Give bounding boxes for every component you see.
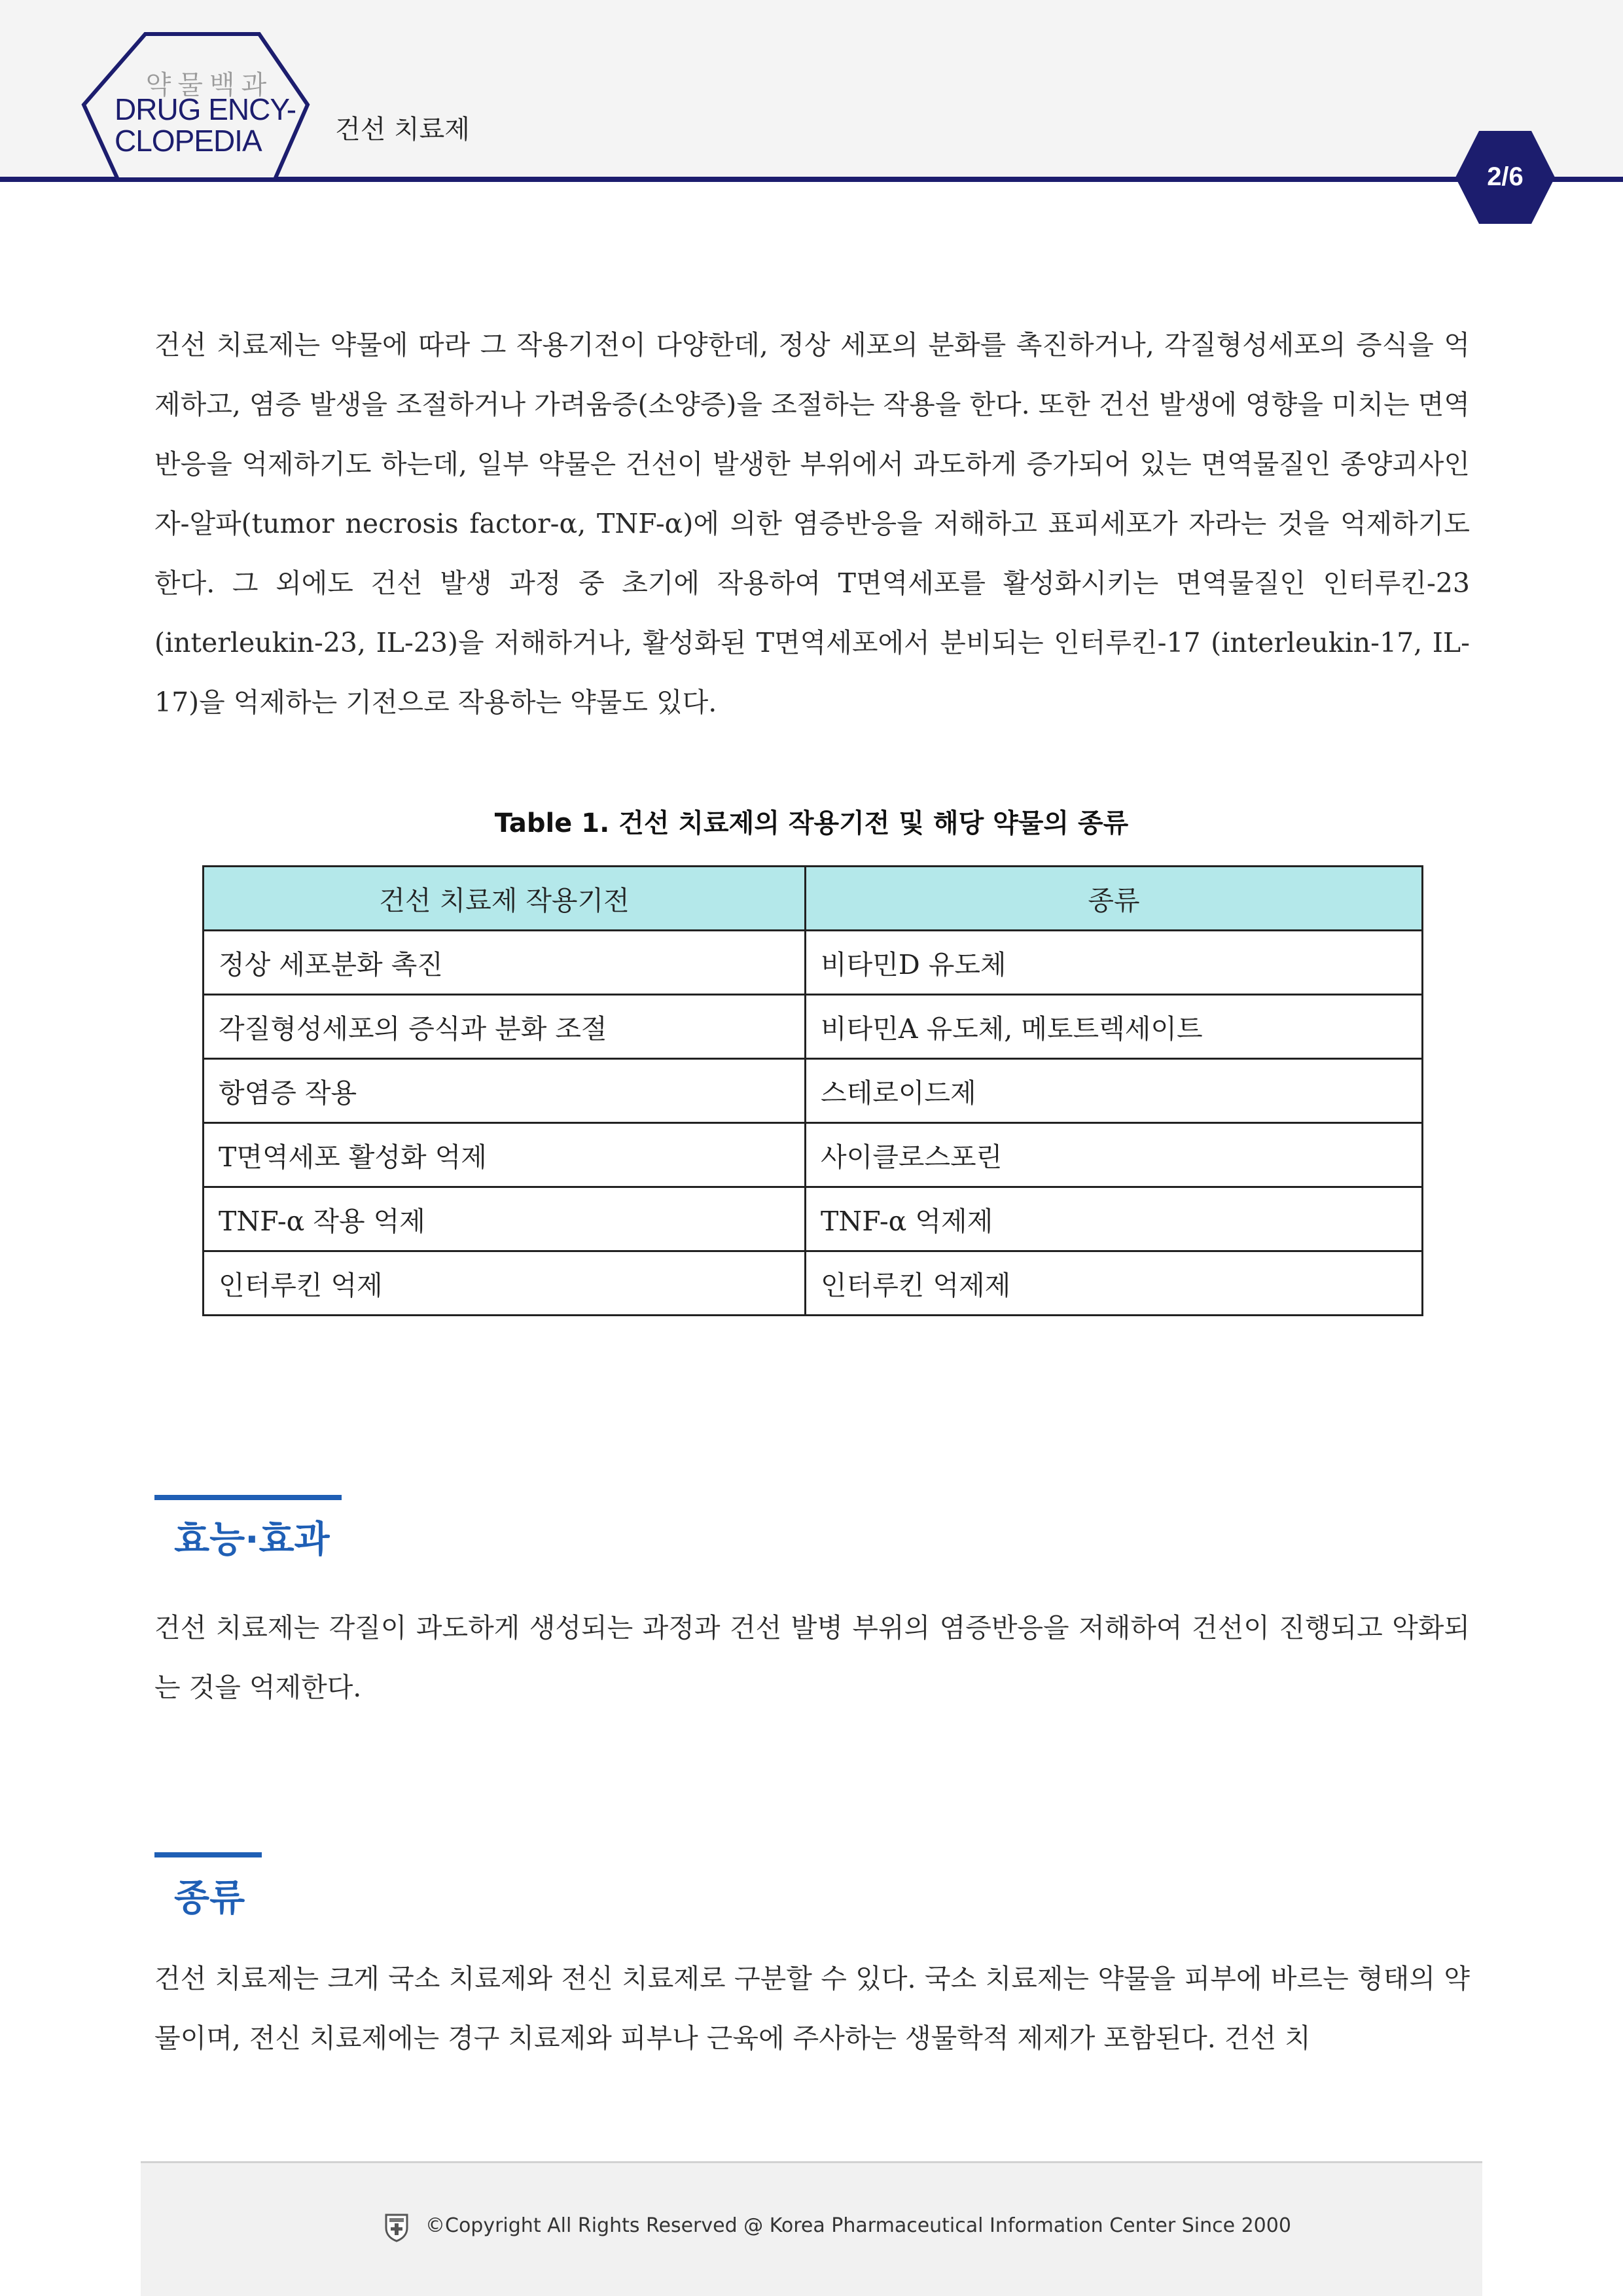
table-caption: Table 1. 건선 치료제의 작용기전 및 해당 약물의 종류	[494, 808, 1129, 838]
table-cell-mechanism: 정상 세포분화 촉진	[204, 931, 806, 995]
table-cell-type: 인터루킨 억제제	[806, 1251, 1423, 1316]
logo-text-line2: CLOPEDIA	[115, 124, 262, 158]
table-row	[204, 1187, 1423, 1251]
table-header-type: 종류	[806, 867, 1423, 931]
mechanism-table	[202, 865, 1423, 1316]
table-header-mechanism: 건선 치료제 작용기전	[204, 867, 806, 931]
table-cell-mechanism: 인터루킨 억제	[204, 1251, 806, 1316]
table-cell-type: 사이클로스포린	[806, 1123, 1423, 1187]
table-cell-mechanism: 항염증 작용	[204, 1059, 806, 1123]
logo-text-line1: DRUG ENCY-	[115, 92, 296, 126]
section-heading-efficacy: 효능·효과	[174, 1518, 330, 1561]
table-header-row	[204, 867, 1423, 931]
table-cell-mechanism: TNF-α 작용 억제	[204, 1187, 806, 1251]
page-number: 2/6	[1487, 162, 1524, 191]
table-row	[204, 1059, 1423, 1123]
table-row	[204, 1123, 1423, 1187]
section-body-types: 건선 치료제는 크게 국소 치료제와 전신 치료제로 구분할 수 있다. 국소 치료제는 약물을 피부에 바르는 형태의 약물이며, 전신 치료제에는 경구 치료제와 피부나 근육에 주사하는 생물학적 제제가 포함된다. 건선 치	[154, 1963, 1470, 2054]
document-title: 건선 치료제	[335, 115, 470, 145]
table-cell-mechanism: 각질형성세포의 증식과 분화 조절	[204, 995, 806, 1059]
section-accent-bar	[154, 1495, 342, 1500]
section-body-efficacy: 건선 치료제는 각질이 과도하게 생성되는 과정과 건선 발병 부위의 염증반응을 저해하여 건선이 진행되고 악화되는 것을 억제한다.	[154, 1612, 1470, 1703]
pharmacy-emblem-icon	[383, 2212, 410, 2242]
table-cell-type: 스테로이드제	[806, 1059, 1423, 1123]
section-accent-bar	[154, 1852, 262, 1857]
footer-copyright: ©Copyright All Rights Reserved @ Korea Pharmaceutical Information Center Since 2000	[425, 2214, 1291, 2237]
table-cell-type: 비타민A 유도체, 메토트렉세이트	[806, 995, 1423, 1059]
footer-divider	[141, 2161, 1482, 2163]
section-heading-types: 종류	[174, 1877, 245, 1920]
table-cell-mechanism: T면역세포 활성화 억제	[204, 1123, 806, 1187]
table-cell-type: TNF-α 억제제	[806, 1187, 1423, 1251]
table-row	[204, 931, 1423, 995]
table-cell-type: 비타민D 유도체	[806, 931, 1423, 995]
logo-korean-text: 약물백과	[145, 70, 274, 100]
intro-paragraph: 건선 치료제는 약물에 따라 그 작용기전이 다양한데, 정상 세포의 분화를 촉진하거나, 각질형성세포의 증식을 억제하고, 염증 발생을 조절하거나 가려움증(소양증)을 조절하는 작용을 한다. 또한 건선 발생에 영향을 미치는 면역반응을 억제하기도 하는데, 일부 약물은 건선이 발생한 부위에서 과도하게 증가되어 있는 면역물질인 종양괴사인자-알파(tumor necrosis factor-α, TNF-α)에 의한 염증반응을 저해하고 표피세포가 자라는 것을 억제하기도 한다. 그 외에도 건선 발생 과정 중 초기에 작용하여 T면역세포를 활성화시키는 면역물질인 인터루킨-23 (interleukin-23, IL-23)을 저해하거나, 활성화된 T면역세포에서 분비되는 인터루킨-17 (interleukin-17, IL-17)을 억제하는 기전으로 작용하는 약물도 있다.	[154, 329, 1470, 718]
table-row	[204, 1251, 1423, 1316]
table-row	[204, 995, 1423, 1059]
